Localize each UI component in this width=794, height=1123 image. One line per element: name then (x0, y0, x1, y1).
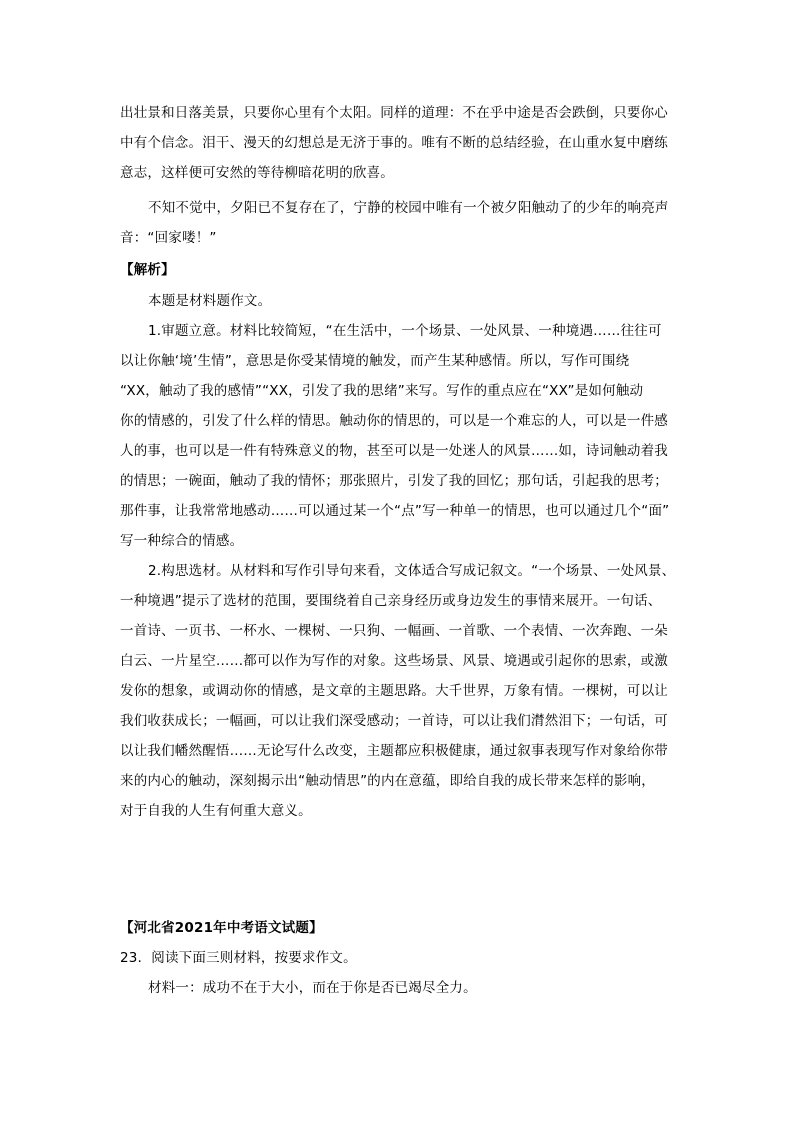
analysis-line-15: 以让我们幡然醒悟……无论写什么改变，主题都应积极健康，通过叙事表现写作对象给你带 (120, 743, 668, 759)
essay-line-5: 音：“回家喽！” (120, 230, 217, 246)
analysis-line-5: 人的事，也可以是一件有特殊意义的物，甚至可以是一处迷人的风景……如，诗词触动着我 (120, 443, 668, 459)
question-prompt: 23．阅读下面三则材料，按要求作文。 (120, 950, 357, 966)
essay-line-2: 中有个信念。泪干、漫天的幻想总是无济于事的。唯有不断的总结经验，在山重水复中磨练 (120, 135, 668, 151)
analysis-line-10: 一种境遇”提示了选材的范围，要围绕着自己亲身经历或身边发生的事情来展开。一句话、 (120, 593, 662, 609)
essay-line-3: 意志，这样便可安然的等待柳暗花明的欣喜。 (120, 165, 394, 181)
analysis-line-14: 我们收获成长；一幅画，可以让我们深受感动；一首诗，可以让我们潸然泪下；一句话，可 (120, 713, 668, 729)
analysis-line-17: 对于自我的人生有何重大意义。 (120, 803, 312, 819)
analysis-line-4: 你的情感的，引发了什么样的情思。触动你的情思的，可以是一个难忘的人，可以是一件感 (120, 413, 668, 429)
exam-source-heading: 【河北省2021年中考语文试题】 (120, 920, 323, 936)
analysis-line-12: 白云、一片星空……都可以作为写作的对象。这些场景、风景、境遇或引起你的思索，或激 (120, 653, 668, 669)
essay-line-4: 不知不觉中，夕阳已不复存在了，宁静的校园中唯有一个被夕阳触动了的少年的响亮声 (148, 200, 669, 216)
analysis-heading: 【解析】 (120, 262, 175, 278)
analysis-line-2: 以让你触‘境’生情”，意思是你受某情境的触发，而产生某种感情。所以，写作可围绕 (120, 353, 630, 369)
analysis-line-1: 1.审题立意。材料比较简短，“在生活中，一个场景、一处风景、一种境遇……往往可 (148, 323, 662, 339)
analysis-line-7: 那件事，让我常常地感动……可以通过某一个“点”写一种单一的情思，也可以通过几个“面” (120, 503, 670, 519)
analysis-intro: 本题是材料题作文。 (148, 293, 272, 309)
analysis-line-6: 的情思；一碗面，触动了我的情怀；那张照片，引发了我的回忆；那句话，引起我的思考； (120, 473, 668, 489)
material-one: 材料一：成功不在于大小，而在于你是否已竭尽全力。 (148, 980, 477, 996)
analysis-line-16: 来的内心的触动，深刻揭示出“触动情思”的内在意蕴，即给自我的成长带来怎样的影响， (120, 773, 655, 789)
analysis-line-13: 发你的想象，或调动你的情感，是文章的主题思路。大千世界，万象有情。一棵树，可以让 (120, 683, 668, 699)
analysis-line-9: 2.构思选材。从材料和写作引导句来看，文体适合写成记叙文。“一个场景、一处风景、 (148, 563, 676, 579)
analysis-line-3: “XX，触动了我的感情”“XX，引发了我的思绪”来写。写作的重点应在“XX”是如何触动 (120, 383, 644, 399)
analysis-line-8: 写一种综合的情感。 (120, 533, 244, 549)
analysis-line-11: 一首诗、一页书、一杯水、一棵树、一只狗、一幅画、一首歌、一个表情、一次奔跑、一朵 (120, 623, 668, 639)
essay-line-1: 出壮景和日落美景，只要你心里有个太阳。同样的道理：不在乎中途是否会跌倒，只要你心 (120, 105, 668, 121)
